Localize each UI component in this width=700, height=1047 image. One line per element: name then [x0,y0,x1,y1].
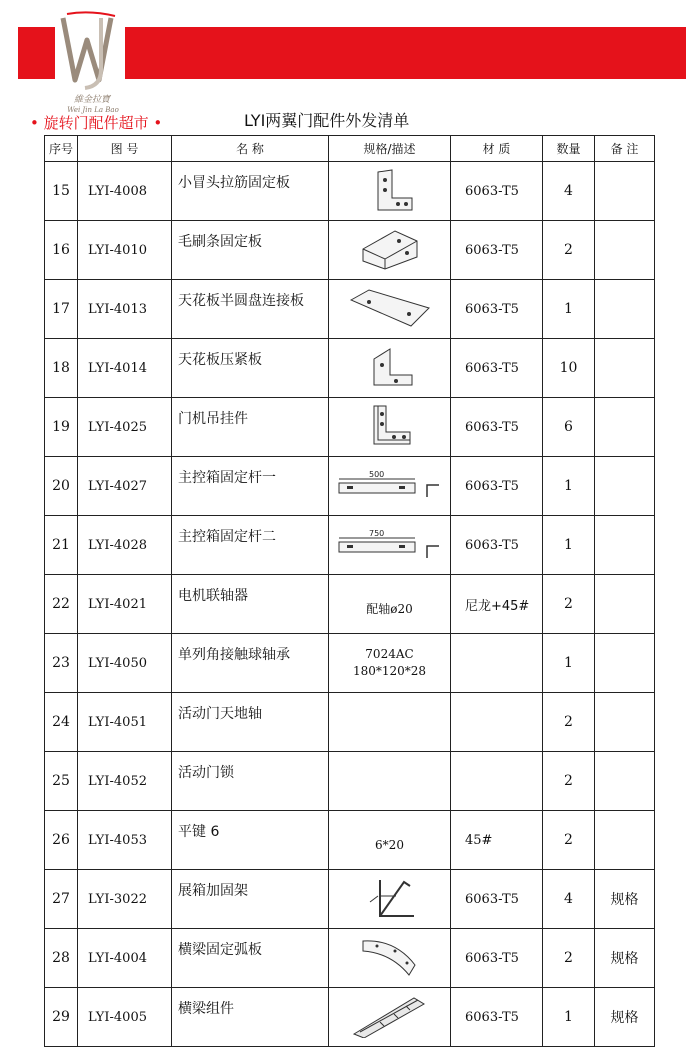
row-number: 25 [45,752,78,811]
material [451,634,543,693]
row-number: 21 [45,516,78,575]
logo-subtitle: Wei Jin La Bao [67,106,119,114]
spec-cell [329,811,451,870]
table-row [45,870,655,929]
quantity: 1 [543,516,595,575]
row-number: 24 [45,693,78,752]
material [451,693,543,752]
table-row [45,221,655,280]
page-title: LYI两翼门配件外发清单 [244,111,410,130]
part-name: 小冒头拉筋固定板 [172,162,329,221]
part-code: LYI-4014 [78,339,172,398]
part-name: 主控箱固定杆二 [172,516,329,575]
row-number: 26 [45,811,78,870]
note [595,162,655,221]
quantity: 6 [543,398,595,457]
part-code: LYI-4050 [78,634,172,693]
note [595,221,655,280]
spec-cell [329,575,451,634]
material: 6063-T5 [451,929,543,988]
spec-cell [329,929,451,988]
part-name: 横梁固定弧板 [172,929,329,988]
part-code: LYI-4052 [78,752,172,811]
note [595,457,655,516]
row-number: 15 [45,162,78,221]
column-header: 名 称 [172,136,329,162]
spec-cell [329,339,451,398]
spec-cell [329,162,451,221]
part-name: 毛刷条固定板 [172,221,329,280]
note [595,516,655,575]
column-header: 规格/描述 [329,136,451,162]
table-row [45,988,655,1047]
material [451,752,543,811]
column-header: 序号 [45,136,78,162]
spec-text-secondary: 180*120*28 [352,664,427,678]
spec-cell [329,280,451,339]
note [595,398,655,457]
table-row [45,516,655,575]
row-number: 28 [45,929,78,988]
table-row [45,752,655,811]
part-name: 天花板半圆盘连接板 [172,280,329,339]
part-name: 电机联轴器 [172,575,329,634]
column-header: 图 号 [78,136,172,162]
bar-500-icon [329,467,450,506]
row-number: 22 [45,575,78,634]
table-row [45,634,655,693]
quantity: 1 [543,988,595,1047]
row-number: 18 [45,339,78,398]
spec-cell [329,693,451,752]
quantity: 1 [543,457,595,516]
spec-text: 6*20 [375,837,404,852]
part-code: LYI-4008 [78,162,172,221]
bracket-frame-icon [329,876,450,923]
part-code: LYI-3022 [78,870,172,929]
spec-cell [329,870,451,929]
store-title: • 旋转门配件超市 • [30,114,163,132]
table-header-row [45,136,655,162]
spec-cell [329,752,451,811]
row-number: 29 [45,988,78,1047]
table-row [45,693,655,752]
quantity: 4 [543,870,595,929]
quantity: 2 [543,575,595,634]
logo-mark-icon [55,10,125,95]
quantity: 2 [543,693,595,752]
material: 6063-T5 [451,280,543,339]
note [595,575,655,634]
row-number: 19 [45,398,78,457]
quantity: 1 [543,634,595,693]
beam-assembly-icon [329,994,450,1041]
part-name: 天花板压紧板 [172,339,329,398]
part-name: 活动门锁 [172,752,329,811]
table-row [45,811,655,870]
table-row [45,575,655,634]
corner-bracket-icon [329,345,450,392]
arc-plate-icon [329,935,450,982]
angle-plate-icon [329,227,450,274]
part-code: LYI-4021 [78,575,172,634]
material: 6063-T5 [451,162,543,221]
part-code: LYI-4051 [78,693,172,752]
part-code: LYI-4013 [78,280,172,339]
part-name: 活动门天地轴 [172,693,329,752]
quantity: 2 [543,221,595,280]
parts-table [44,135,655,1047]
part-code: LYI-4010 [78,221,172,280]
l-bracket-icon [329,168,450,215]
logo-tagline: 維金拉寶 [73,95,110,105]
row-number: 27 [45,870,78,929]
dimension-label: 500 [368,469,384,479]
note [595,280,655,339]
table-row [45,929,655,988]
part-code: LYI-4027 [78,457,172,516]
row-number: 23 [45,634,78,693]
logo [55,10,125,95]
note: 规格 [595,870,655,929]
part-name: 平键 6 [172,811,329,870]
material: 6063-T5 [451,221,543,280]
material: 6063-T5 [451,988,543,1047]
note [595,693,655,752]
part-name: 展箱加固架 [172,870,329,929]
note [595,811,655,870]
material: 尼龙+45# [451,575,543,634]
part-name: 门机吊挂件 [172,398,329,457]
part-code: LYI-4025 [78,398,172,457]
quantity: 10 [543,339,595,398]
note [595,752,655,811]
flat-plate-icon [329,286,450,333]
note [595,634,655,693]
spec-cell [329,988,451,1047]
note [595,339,655,398]
part-name: 主控箱固定杆一 [172,457,329,516]
row-number: 20 [45,457,78,516]
quantity: 2 [543,929,595,988]
material: 45# [451,811,543,870]
dimension-label: 750 [368,528,384,538]
material: 6063-T5 [451,516,543,575]
quantity: 4 [543,162,595,221]
row-number: 17 [45,280,78,339]
part-code: LYI-4053 [78,811,172,870]
material: 6063-T5 [451,398,543,457]
table-row [45,398,655,457]
part-code: LYI-4005 [78,988,172,1047]
column-header: 数量 [543,136,595,162]
quantity: 2 [543,811,595,870]
spec-cell [329,221,451,280]
bar-750-icon [329,526,450,565]
spec-text: 7024AC [365,647,414,661]
note: 规格 [595,929,655,988]
spec-cell [329,516,451,575]
spec-cell [329,634,451,693]
table-row [45,162,655,221]
row-number: 16 [45,221,78,280]
table-row [45,339,655,398]
material: 6063-T5 [451,870,543,929]
part-code: LYI-4004 [78,929,172,988]
spec-cell [329,398,451,457]
quantity: 2 [543,752,595,811]
material: 6063-T5 [451,457,543,516]
part-name: 横梁组件 [172,988,329,1047]
table-row [45,280,655,339]
spec-text: 配轴ø20 [366,601,413,616]
hanger-bracket-icon [329,404,450,451]
quantity: 1 [543,280,595,339]
spec-cell [329,457,451,516]
column-header: 备 注 [595,136,655,162]
column-header: 材 质 [451,136,543,162]
table-row [45,457,655,516]
part-code: LYI-4028 [78,516,172,575]
part-name: 单列角接触球轴承 [172,634,329,693]
material: 6063-T5 [451,339,543,398]
note: 规格 [595,988,655,1047]
